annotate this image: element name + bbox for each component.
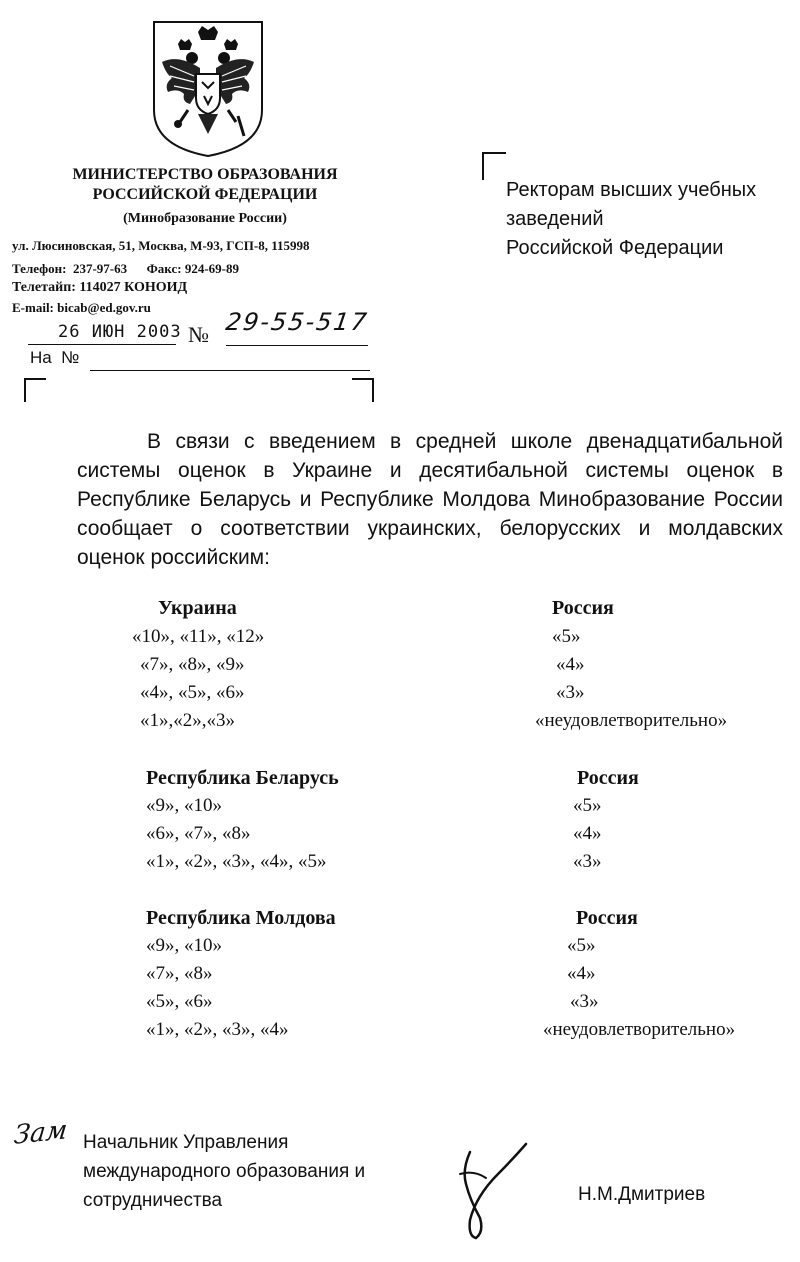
target-heading-russia: Россия xyxy=(577,767,639,789)
addressee-line3: Российской Федерации xyxy=(506,237,724,259)
grade-to: «5» xyxy=(567,935,596,956)
country-heading-ukraine: Украина xyxy=(158,597,237,619)
coat-of-arms-emblem xyxy=(148,18,268,158)
position-line2: международного образования и xyxy=(83,1161,366,1182)
grade-to: «3» xyxy=(556,682,585,703)
ministry-name-line2: РОССИЙСКОЙ ФЕДЕРАЦИИ xyxy=(92,186,318,203)
ministry-short-name: (Минобразование России) xyxy=(123,211,287,226)
addressee-block xyxy=(506,176,791,263)
subject-left-bracket xyxy=(24,378,46,402)
position-line1: Начальник Управления xyxy=(83,1132,289,1153)
grade-from: «7», «8» xyxy=(146,963,213,984)
ministry-teletype: Телетайп: 114027 КОНОИД xyxy=(12,280,188,295)
ministry-email: E-mail: bicab@ed.gov.ru xyxy=(12,300,151,315)
grade-from: «1»,«2»,«3» xyxy=(140,710,235,731)
addressee-line1: Ректорам высших учебных xyxy=(506,179,757,201)
target-heading-russia: Россия xyxy=(576,907,638,929)
ministry-name-line1: МИНИСТЕРСТВО ОБРАЗОВАНИЯ xyxy=(72,166,338,183)
grade-to: «4» xyxy=(567,963,596,984)
date-stamp: 26 ИЮН 2003 xyxy=(58,322,182,342)
reply-to-label: На № xyxy=(30,348,80,367)
grade-to: «неудовлетворительно» xyxy=(543,1019,736,1040)
signatory-name: Н.М.Дмитриев xyxy=(578,1184,706,1205)
number-underline xyxy=(226,345,368,346)
date-underline xyxy=(28,344,176,345)
grade-from: «1», «2», «3», «4» xyxy=(146,1019,289,1040)
addressee-line2: заведений xyxy=(506,208,604,230)
grade-to: «3» xyxy=(570,991,599,1012)
number-label: № xyxy=(188,322,209,347)
letter-body xyxy=(77,427,783,572)
signatory-position xyxy=(83,1128,365,1215)
handwritten-signature xyxy=(440,1140,540,1250)
grade-from: «4», «5», «6» xyxy=(140,682,245,703)
ministry-address: ул. Люсиновская, 51, Москва, М-93, ГСП-8, 115998 xyxy=(12,238,310,253)
grade-to: «4» xyxy=(573,823,602,844)
grade-from: «9», «10» xyxy=(146,935,222,956)
country-heading-belarus: Республика Беларусь xyxy=(146,767,339,789)
body-paragraph: В связи с введением в средней школе двенадцатибальной системы оценок в Украине и десятибальной системы оценок в Республике Беларусь и Республике Молдова Минобразование России сообщает о соответствии украинских, белорусских и молдавских оценок российским: xyxy=(77,430,783,569)
grade-from: «10», «11», «12» xyxy=(132,626,265,647)
grade-to: «4» xyxy=(556,654,585,675)
grade-from: «6», «7», «8» xyxy=(146,823,251,844)
handwritten-outgoing-number: 29-55-517 xyxy=(224,308,371,336)
grade-to: «5» xyxy=(552,626,581,647)
addressee-corner-bracket xyxy=(482,152,506,180)
grade-to: «5» xyxy=(573,795,602,816)
country-heading-moldova: Республика Молдова xyxy=(146,907,336,929)
grade-from: «5», «6» xyxy=(146,991,213,1012)
grade-from: «7», «8», «9» xyxy=(140,654,245,675)
ministry-phone-fax: Телефон: 237-97-63 Факс: 924-69-89 xyxy=(12,261,239,276)
grade-to: «3» xyxy=(573,851,602,872)
grade-to: «неудовлетворительно» xyxy=(535,710,728,731)
grade-from: «1», «2», «3», «4», «5» xyxy=(146,851,327,872)
grade-from: «9», «10» xyxy=(146,795,222,816)
subject-right-bracket xyxy=(352,378,374,402)
position-line3: сотрудничества xyxy=(83,1190,223,1211)
reply-underline xyxy=(90,370,370,371)
target-heading-russia: Россия xyxy=(552,597,614,619)
handwritten-deputy-note: Зам xyxy=(12,1114,69,1152)
